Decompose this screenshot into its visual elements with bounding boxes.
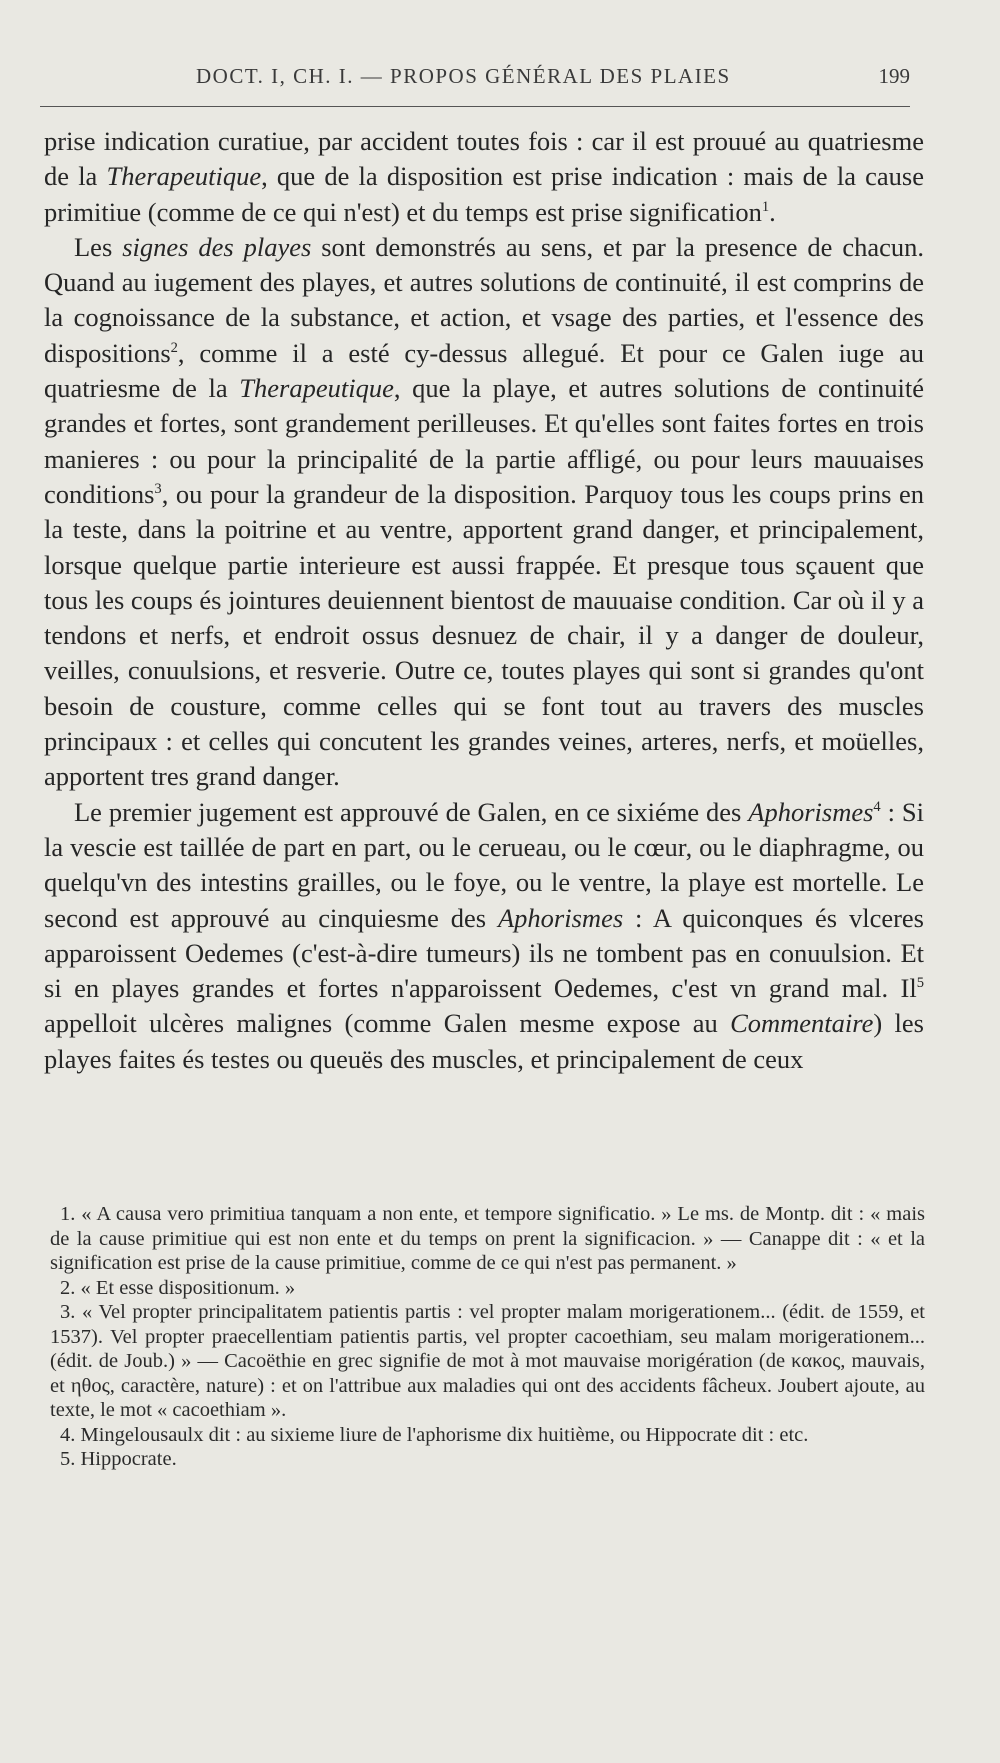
page-number: 199 bbox=[878, 64, 910, 88]
page-header bbox=[40, 64, 910, 98]
paragraph-3: Le premier jugement est approuvé de Galen, en ce sixiéme des Aphorismes$^4$ : Si la vescie est taillée de part en part, ou le cerueau, ou le cœur, ou le diaphragme, ou quelqu'vn des intestins grailles, ou le foye, ou le ventre, la playe est mortelle. Le second est approuvé au cinquiesme des Aphorismes : A quiconques és vlceres apparoissent Oedemes (c'est-à-dire tumeurs) ils ne tombent pas en conuulsion. Et si en playes grandes et fortes n'apparoissent Oedemes, c'est vn grand mal. Il$^5$ appelloit ulcères malignes (comme Galen mesme expose au Commentaire) les playes faites és testes ou queuës des muscles, et principalement de ceux bbox=[44, 796, 924, 1074]
paragraph-1: prise indication curatiue, par accident toutes fois : car il est prouué au quatriesme de la Therapeutique, que de la disposition est prise indication : mais de la cause primitiue (comme de ce qui n'est) et du temps est prise signification$^1$. bbox=[44, 126, 924, 227]
footnote-3: 3. « Vel propter principalitatem patientis partis : vel propter malam morigerationem... (édit. de 1559, et 1537). Vel propter praecellentiam patientis partis, vel propter cacoethiam, seu malam morigerationem... (édit. de Joub.) » — Cacoëthie en grec signifie de mot à mot mauvaise morigération (de κακος, mauvais, et ηθος, caractère, nature) : et on l'attribue aux maladies qui ont des accidents fâcheux. Joubert ajoute, au texte, le mot « cacoethiam ». bbox=[50, 1301, 925, 1421]
footnote-ref-2: 2 bbox=[170, 339, 178, 356]
footnotes bbox=[50, 1202, 925, 1472]
header-rule bbox=[40, 106, 910, 107]
footnote-ref-5: 5 bbox=[916, 975, 924, 992]
footnote-ref-3: 3 bbox=[154, 481, 162, 498]
footnote-1: 1. « A causa vero primitiua tanquam a non ente, et tempore significatio. » Le ms. de Montp. dit : « mais de la cause primitiue qui est non ente et du temps on prent la significacion. » — Canappe dit : « et la signification est prise de la cause primitiue, comme de ce qui n'est pas permanent. » bbox=[50, 1203, 925, 1274]
running-title: DOCT. I, CH. I. — PROPOS GÉNÉRAL DES PLAIES bbox=[196, 64, 731, 88]
footnote-4: 4. Mingelousaulx dit : au sixieme liure de l'aphorisme dix huitième, ou Hippocrate dit : etc. bbox=[60, 1423, 809, 1446]
footnote-ref-4: 4 bbox=[873, 798, 881, 815]
main-text bbox=[44, 124, 924, 1077]
paragraph-2: Les signes des playes sont demonstrés au sens, et par la presence de chacun. Quand au iugement des playes, et autres solutions de continuité, il est comprins de la cognoissance de la substance, et action, et vsage des parties, et l'essence des dispositions$^2$, comme il a esté cy-dessus allegué. Et pour ce Galen iuge au quatriesme de la Therapeutique, que la playe, et autres solutions de continuité grandes et fortes, sont grandement perilleuses. Et qu'elles sont faites fortes en trois manieres : ou pour la principalité de la partie affligé, ou pour leurs mauuaises conditions$^3$, ou pour la grandeur de la disposition. Parquoy tous les coups prins en la teste, dans la poitrine et au ventre, apportent grand danger, et principalement, lorsque quelque partie interieure est aussi frappée. Et presque tous sçauent que tous les coups és jointures deuiennent bientost de mauuaise condition. Car où il y a tendons et nerfs, et endroit ossus desnuez de chair, il y a danger de douleur, veilles, conuulsions, et resverie. Outre ce, toutes playes qui sont si grandes qu'ont besoin de cousture, comme celles qui se font tout au travers des muscles principaux : et celles qui concutent les grandes veines, arteres, nerfs, et moüelles, apportent tres grand danger. bbox=[44, 231, 925, 792]
footnote-ref-1: 1 bbox=[761, 198, 770, 215]
footnote-5: 5. Hippocrate. bbox=[60, 1448, 177, 1470]
footnote-2: 2. « Et esse dispositionum. » bbox=[60, 1276, 296, 1299]
